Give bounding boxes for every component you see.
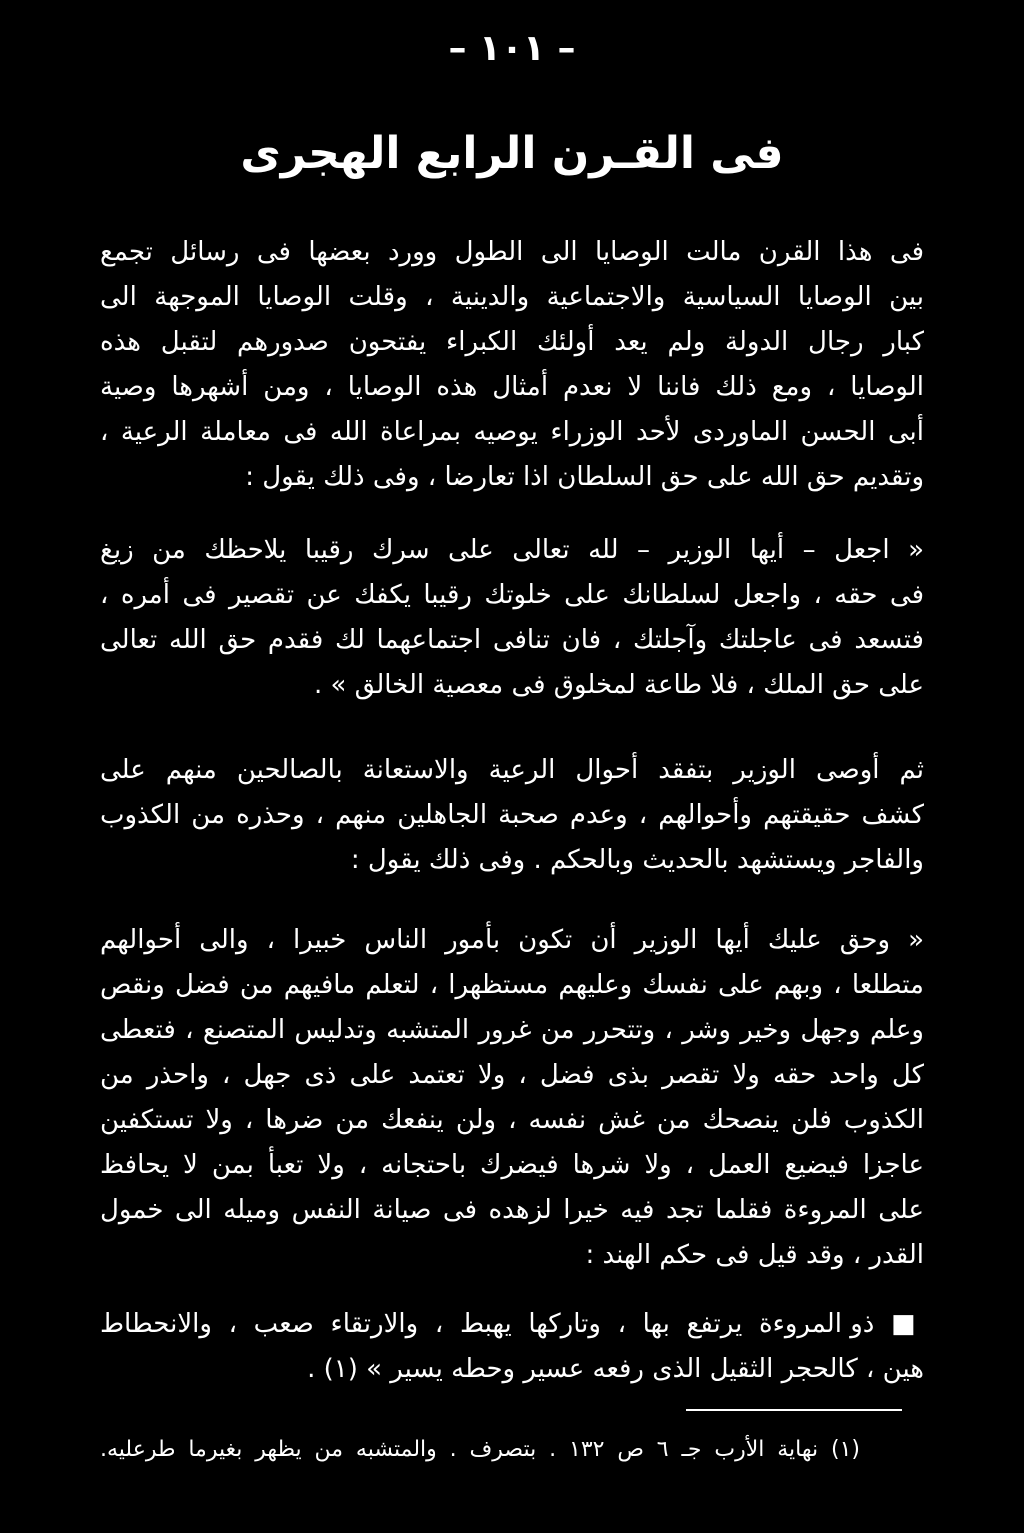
text-line: متطلعا ، وبهم على نفسك وعليهم مستظهرا ، لتعلم مافيهم من فضل ونقص bbox=[100, 970, 924, 1000]
text-line: هين ، كالحجر الثقيل الذى رفعه عسير وحطه يسير » (١) . bbox=[307, 1354, 924, 1384]
text-line: الوصايا ، ومع ذلك فاننا لا نعدم أمثال هذه الوصايا ، ومن أشهرها وصية bbox=[100, 372, 924, 402]
text-line: على المروءة فقلما تجد فيه خيرا لزهده فى صيانة النفس وميله الى خمول bbox=[100, 1195, 924, 1225]
section-title: فى القـرن الرابع الهجرى bbox=[240, 128, 784, 179]
text-line-content: ذو المروءة يرتفع بها ، وتاركها يهبط ، والارتقاء صعب ، والانحطاط bbox=[100, 1309, 875, 1339]
paragraph-3 bbox=[100, 748, 924, 883]
text-line: على حق الملك ، فلا طاعة لمخلوق فى معصية الخالق » . bbox=[313, 670, 924, 700]
text-line: كل واحد حقه ولا تقصر بذى فضل ، ولا تعتمد على ذى جهل ، واحذر من bbox=[100, 1060, 924, 1090]
paragraph-2 bbox=[100, 528, 924, 708]
footnote-divider bbox=[686, 1409, 902, 1411]
text-line: فى هذا القرن مالت الوصايا الى الطول وورد بعضها فى رسائل تجمع bbox=[100, 237, 924, 267]
paragraph-1 bbox=[100, 230, 924, 500]
text-line: ثم أوصى الوزير بتفقد أحوال الرعية والاستعانة بالصالحين منهم على bbox=[100, 755, 924, 785]
text-line: كبار رجال الدولة ولم يعد أولئك الكبراء يفتحون صدورهم لتقبل هذه bbox=[100, 327, 924, 357]
text-line: « اجعل – أيها الوزير – لله تعالى على سرك رقيبا يلاحظك من زيغ bbox=[100, 535, 924, 565]
paragraph-4 bbox=[100, 918, 924, 1278]
text-line: عاجزا فيضيع العمل ، ولا شرها فيضرك باحتجانه ، ولا تعبأ بمن لا يحافظ bbox=[100, 1150, 924, 1180]
text-line: أبى الحسن الماوردى لأحد الوزراء يوصيه بمراعاة الله فى معاملة الرعية ، bbox=[100, 417, 924, 447]
footnote: (١) نهاية الأرب جـ ٦ ص ١٣٢ . بتصرف . والمتشبه من يظهر بغيرما طرعليه. bbox=[100, 1437, 860, 1462]
page-number: – ١٠١ – bbox=[448, 28, 576, 69]
bullet-square-icon: ■ bbox=[891, 1309, 924, 1339]
text-line bbox=[100, 1302, 924, 1347]
text-line: وتقديم حق الله على حق السلطان اذا تعارضا ، وفى ذلك يقول : bbox=[245, 462, 924, 492]
paragraph-5 bbox=[100, 1302, 924, 1392]
text-line: فتسعد فى عاجلتك وآجلتك ، فان تنافى اجتماعهما لك فقدم حق الله تعالى bbox=[100, 625, 924, 655]
text-line: الكذوب فلن ينصحك من غش نفسه ، ولن ينفعك من ضرها ، ولا تستكفين bbox=[100, 1105, 924, 1135]
text-line: فى حقه ، واجعل لسلطانك على خلوتك رقيبا يكفك عن تقصير فى أمره ، bbox=[100, 580, 924, 610]
text-line: بين الوصايا السياسية والاجتماعية والدينية ، وقلت الوصايا الموجهة الى bbox=[100, 282, 924, 312]
text-line: والفاجر ويستشهد بالحديث وبالحكم . وفى ذلك يقول : bbox=[350, 845, 924, 875]
text-line: القدر ، وقد قيل فى حكم الهند : bbox=[585, 1240, 924, 1270]
text-line: كشف حقيقتهم وأحوالهم ، وعدم صحبة الجاهلين منهم ، وحذره من الكذوب bbox=[100, 800, 924, 830]
text-line: وعلم وجهل وخير وشر ، وتتحرر من غرور المتشبه وتدليس المتصنع ، فتعطى bbox=[100, 1015, 924, 1045]
text-line: « وحق عليك أيها الوزير أن تكون بأمور الناس خبيرا ، والى أحوالهم bbox=[100, 925, 924, 955]
